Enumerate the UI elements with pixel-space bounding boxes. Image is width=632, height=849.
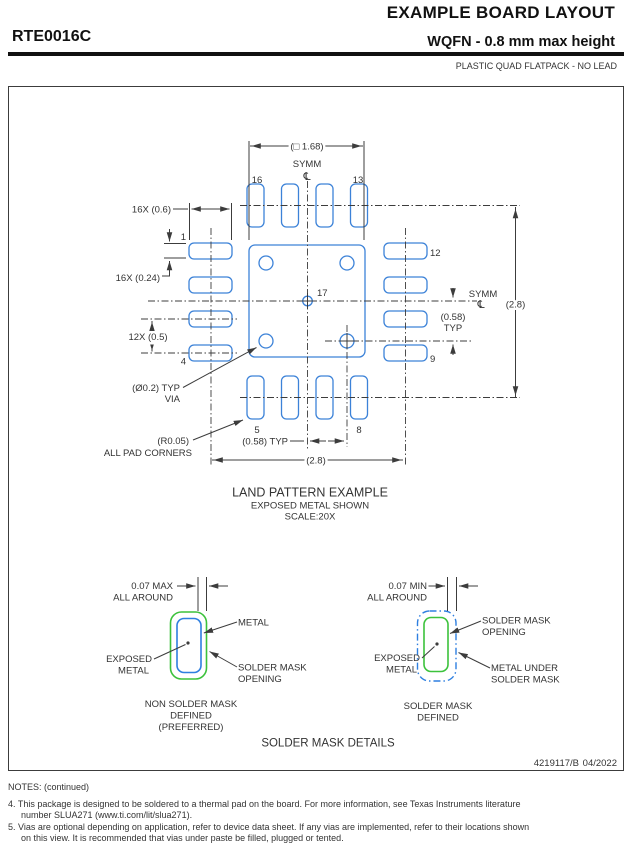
nsmd-opening-leader xyxy=(210,652,238,668)
land-pattern-subtitle: EXPOSED METAL SHOWN xyxy=(250,500,370,512)
solder-mask-details-title: SOLDER MASK DETAILS xyxy=(261,737,395,750)
via-top-right xyxy=(340,256,354,270)
smd-under-line2: SOLDER MASK xyxy=(491,674,560,686)
note-4-line2: number SLUA271 (www.ti.com/lit/slua271). xyxy=(21,810,193,820)
package-title: WQFN - 0.8 mm max height xyxy=(427,34,615,50)
nsmd-dim-line1: 0.07 MAX xyxy=(131,581,173,592)
note-5-line2: on this view. It is recommended that vias under paste be filled, plugged or tented. xyxy=(21,833,344,843)
page-title: EXAMPLE BOARD LAYOUT xyxy=(386,3,615,22)
smd-exposed-line2: METAL xyxy=(386,664,417,676)
note-5-line1: 5. Vias are optional depending on application, refer to device data sheet. If any vias are implemented, refer to their locations shown xyxy=(8,822,530,832)
dim-pad-size-extensions xyxy=(249,141,364,240)
pin-1-label: 1 xyxy=(180,232,186,243)
nsmd-exposed-metal-dot xyxy=(186,641,189,644)
nsmd-caption-line1: NON SOLDER MASK xyxy=(144,699,238,710)
note-4-line1: 4. This package is designed to be soldered to a thermal pad on the board. For more information, see Texas Instruments literature xyxy=(8,799,521,809)
corner-radius-leader xyxy=(193,420,243,440)
pin-5-label: 5 xyxy=(254,425,260,436)
dim-pad-width-extensions xyxy=(164,244,186,259)
symm-label-top: SYMM xyxy=(292,159,322,170)
smd-opening-line2: OPENING xyxy=(482,627,526,638)
nsmd-figure xyxy=(106,577,307,733)
land-pattern-figure xyxy=(104,141,525,523)
smd-caption-line1: SOLDER MASK xyxy=(403,701,473,712)
smd-exposed-metal-dot xyxy=(435,642,438,645)
notes-heading: NOTES: (continued) xyxy=(8,782,90,792)
via-callout-line1: (Ø0.2) TYP xyxy=(132,383,180,394)
smd-under-line1: METAL UNDER xyxy=(491,663,559,674)
dim-via-pitch-bottom-label: (0.58) TYP xyxy=(242,436,288,448)
nsmd-metal-leader xyxy=(204,622,237,633)
nsmd-caption-line3: (PREFERRED) xyxy=(158,722,224,733)
pin-12-label: 12 xyxy=(430,248,441,259)
pin-4-label: 4 xyxy=(180,356,186,368)
nsmd-exposed-line1: EXPOSED xyxy=(106,654,152,665)
pin-8-label: 8 xyxy=(356,425,362,436)
pad-1 xyxy=(189,243,232,259)
nsmd-dim-line2: ALL AROUND xyxy=(113,592,173,604)
pin-16-label: 16 xyxy=(251,175,263,186)
package-type: PLASTIC QUAD FLATPACK - NO LEAD xyxy=(455,61,617,71)
land-pattern-scale: SCALE:20X xyxy=(284,511,336,523)
dim-pad-length-label: 16X (0.6) xyxy=(131,204,171,216)
dim-overall-v-label: (2.8) xyxy=(505,299,526,311)
nsmd-exposed-line2: METAL xyxy=(118,665,149,677)
nsmd-dim-extensions xyxy=(198,577,207,611)
drawing-date: 04/2022 xyxy=(582,758,617,769)
dim-pad-width-arrow-bottom xyxy=(162,261,170,276)
via-top-left xyxy=(259,256,273,270)
pin-9-label: 9 xyxy=(430,354,436,365)
part-number: RTE0016C xyxy=(12,28,92,45)
smd-dim-line1: 0.07 MIN xyxy=(388,581,427,592)
pin-13-label: 13 xyxy=(352,175,364,186)
corner-radius-line2: ALL PAD CORNERS xyxy=(103,448,192,459)
smd-dim-extensions xyxy=(448,577,457,611)
pad-2 xyxy=(189,277,232,293)
dim-overall-h-label: (2.8) xyxy=(306,455,326,467)
nsmd-opening-line2: OPENING xyxy=(238,674,282,685)
smd-exposed-line1: EXPOSED xyxy=(374,653,420,664)
nsmd-opening-line1: SOLDER MASK xyxy=(238,662,307,674)
smd-figure xyxy=(367,577,560,724)
dim-pitch-label: 12X (0.5) xyxy=(128,332,168,343)
smd-opening-leader xyxy=(450,621,481,634)
via-bottom-left xyxy=(259,334,273,348)
smd-opening-line1: SOLDER MASK xyxy=(482,615,551,627)
dim-via-pitch-right-line1: (0.58) xyxy=(440,312,466,323)
dim-via-pitch-right-line2: TYP xyxy=(443,323,463,334)
symm-symbol-top: ℄ xyxy=(303,171,311,183)
corner-radius-line1: (R0.05) xyxy=(157,436,189,447)
via-callout-line2: VIA xyxy=(164,394,180,405)
symm-symbol-right: ℄ xyxy=(477,299,485,311)
smd-dim-line2: ALL AROUND xyxy=(367,592,427,604)
pin-17-label: 17 xyxy=(317,288,328,299)
symm-label-right: SYMM xyxy=(468,289,498,300)
smd-under-leader xyxy=(459,653,491,669)
smd-caption-line2: DEFINED xyxy=(417,712,459,724)
nsmd-metal-shape xyxy=(177,619,201,673)
nsmd-metal-label: METAL xyxy=(238,617,269,629)
drawing-number: 4219117/B xyxy=(533,758,579,769)
dim-pad-size-label: (□ 1.68) xyxy=(290,141,324,153)
dim-pad-width-label: 16X (0.24) xyxy=(115,273,160,284)
nsmd-caption-line2: DEFINED xyxy=(170,710,212,722)
land-pattern-title: LAND PATTERN EXAMPLE xyxy=(232,485,388,500)
